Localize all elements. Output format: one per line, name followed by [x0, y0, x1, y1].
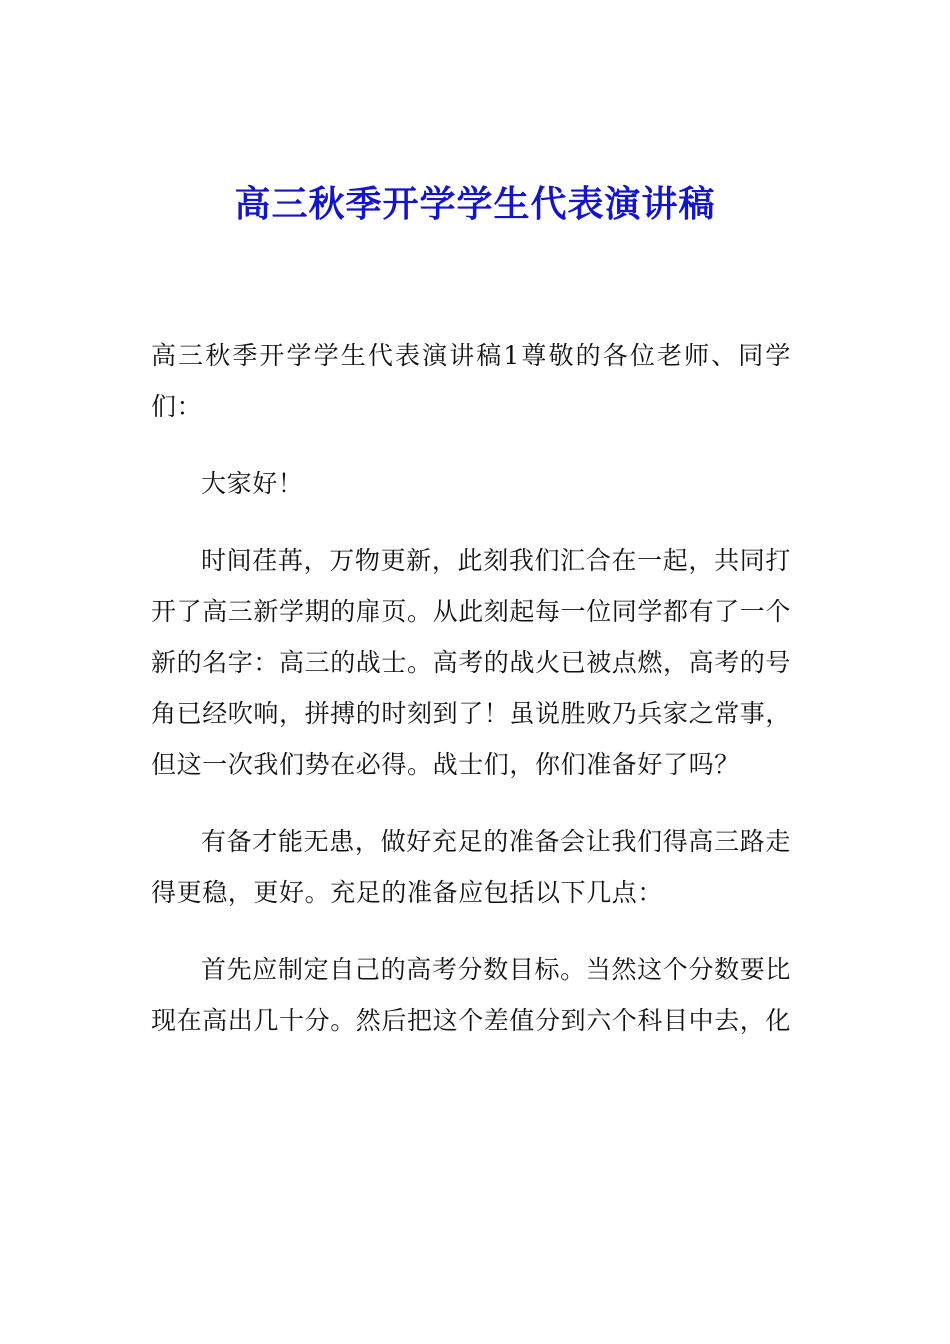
paragraph-goal: 首先应制定自己的高考分数目标。当然这个分数要比现在高出几十分。然后把这个差值分到六个科目中去，化	[151, 955, 792, 1035]
paragraph-preparation: 有备才能无患，做好充足的准备会让我们得高三路走得更稳，更好。充足的准备应包括以下几点：	[151, 827, 791, 907]
paragraph-salutation: 高三秋季开学学生代表演讲稿1尊敬的各位老师、同学们：	[151, 341, 791, 421]
paragraph-greeting: 大家好！	[201, 469, 304, 498]
paragraph-opening: 时间荏苒，万物更新，此刻我们汇合在一起，共同打开了高三新学期的扉页。从此刻起每一位同学都有了一个新的名字：高三的战士。高考的战火已被点燃，高考的号角已经吹响，拼搏的时刻到了！虽说胜败乃兵家之常事，但这一次我们势在必得。战士们，你们准备好了吗？	[151, 546, 792, 779]
document-body	[151, 330, 791, 1072]
document-title: 高三秋季开学学生代表演讲稿	[234, 183, 716, 225]
